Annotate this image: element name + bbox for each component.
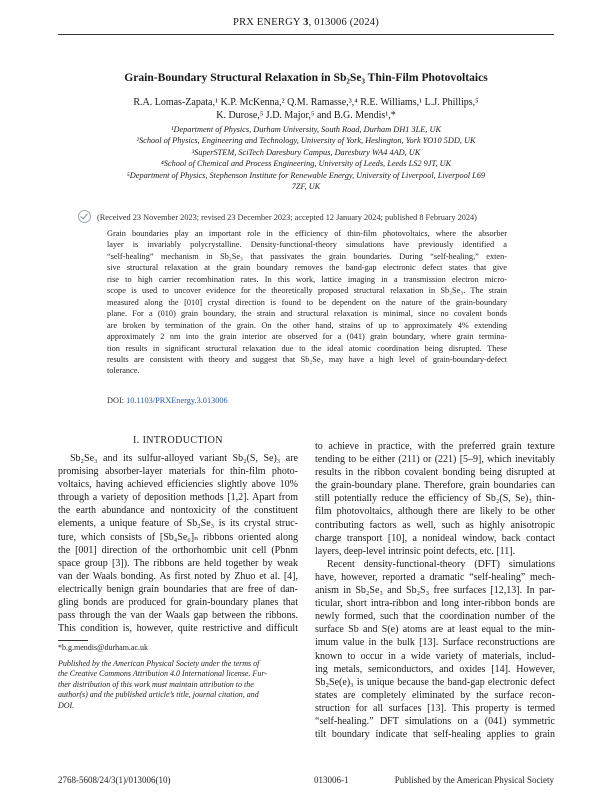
- body-line: the grain-boundary plane. Therefore, grain boundaries can: [315, 480, 555, 492]
- license-line: ther distribution of this work must maintain attribution to the: [58, 679, 254, 689]
- abstract-line: tion results in significant structural relaxation due to the ideal atomic coordination being disrupted. These: [107, 343, 507, 353]
- body-line: still potentially reduce the efficiency of Sb₂(S, Se)₃ thin-: [315, 493, 555, 505]
- body-line: surface Sb and S(e) atoms are at least equal to the min-: [315, 624, 555, 636]
- body-line: layers, deep-level intrinsic point defects, etc. [11].: [315, 545, 516, 557]
- body-line: charge transport [10], a nonideal window, back contact: [315, 532, 555, 544]
- publication-dates: [78, 210, 548, 223]
- abstract-line: measured along the [010] crystal direction is found to be dependent on the nature of the grain-boundary: [107, 297, 507, 307]
- paper-title: Grain-Boundary Structural Relaxation in Sb₂Se₃ Thin-Film Photovoltaics: [124, 71, 488, 84]
- body-line: tending to be either (211) or (221) [5–9], which inevitably: [315, 454, 555, 466]
- author-line-1: R.A. Lomas-Zapata,¹ K.P. McKenna,² Q.M. Ramasse,³,⁴ R.E. Williams,¹ L.J. Phillips,⁵: [133, 97, 479, 108]
- body-line: elements, a unique feature of Sb₂Se₃ is its crystal struc-: [58, 518, 298, 530]
- dates-text: (Received 23 November 2023; revised 23 December 2023; accepted 12 January 2024; published 8 February 2024): [97, 213, 477, 222]
- doi-link[interactable]: 10.1103/PRXEnergy.3.013006: [126, 396, 228, 405]
- abstract-line: layer is invariably polycrystalline. Density-functional-theory simulations have previously identified a: [107, 240, 507, 250]
- section-heading: I. INTRODUCTION: [133, 435, 223, 446]
- left-column: [58, 452, 298, 635]
- author-list: [80, 96, 532, 123]
- body-line: the [001] direction of the orthorhombic unit cell (Pbnm: [58, 544, 298, 556]
- issn-code: 2768-5608/24/3(1)/013006(10): [58, 775, 171, 785]
- affiliation: ²School of Physics, Engineering and Technology, University of York, Heslington, York YO10 5DD, UK: [136, 136, 476, 146]
- license-line: author(s) and the published article’s title, journal citation, and: [58, 690, 259, 700]
- body-line: results in the ribbon covalent bonding being disrupted at: [315, 467, 555, 479]
- body-line: Sb₂Se(e)₃ is unique because the band-gap electronic defect: [315, 676, 555, 688]
- footnote-rule: [58, 640, 88, 641]
- body-line: electrically benign grain boundaries that are free of dan-: [58, 583, 298, 595]
- body-line: states are completely eliminated by the surface recon-: [315, 689, 555, 701]
- right-column: [315, 440, 555, 741]
- abstract: [107, 228, 507, 377]
- corresponding-email[interactable]: *b.g.mendis@durham.ac.uk: [58, 643, 149, 652]
- footnotes: [58, 643, 298, 712]
- abstract-line: plane. For a (010) grain boundary, the strain and structural relaxation is minimal, since no covalent bonds: [107, 309, 507, 319]
- article-number: , 013006 (2024): [308, 17, 379, 28]
- license-line: the Creative Commons Attribution 4.0 International license. Fur-: [58, 669, 267, 679]
- affiliation: ⁴School of Chemical and Process Engineering, University of Leeds, Leeds LS2 9JT, UK: [160, 159, 452, 169]
- affiliation: ⁵Department of Physics, Stephenson Institute for Renewable Energy, University of Liverpool, Liverpool L69: [126, 170, 486, 180]
- body-line: known to occur in a wide variety of materials, includ-: [315, 650, 555, 662]
- body-line: Recent density-functional-theory (DFT) simulations: [327, 558, 555, 570]
- abstract-line: sive structural relaxation at the grain boundary removes the band-gap electronic defect states that give: [107, 263, 507, 273]
- license-line: DOI.: [58, 700, 75, 710]
- check-for-updates-icon[interactable]: [78, 210, 91, 223]
- journal-name: PRX ENERGY: [233, 17, 301, 28]
- body-line: anism in Sb₂Se₃ and Sb₂S₃ free surfaces [12,13]. In par-: [315, 585, 555, 597]
- journal-volume: 3: [303, 17, 309, 28]
- page-number: 013006-1: [314, 775, 349, 785]
- body-line: pass through the van der Waals gap between the ribbons.: [58, 610, 298, 622]
- body-line: to achieve in practice, with the preferred grain texture: [315, 441, 555, 452]
- abstract-line: are broken by termination of the grain. On the other hand, strains of up to approximately 4% extending: [107, 320, 507, 330]
- body-line: film photovoltaics, although there are likely to be other: [315, 506, 555, 518]
- body-line: gling bonds are produced for grain-boundary planes that: [58, 597, 298, 609]
- doi: [107, 396, 228, 405]
- body-line: This condition is, however, quite restrictive and difficult: [58, 623, 298, 635]
- abstract-line: Grain boundaries play an important role in the efficiency of thin-film photovoltaics, where the absorber: [107, 229, 507, 238]
- abstract-line: tolerance.: [107, 366, 140, 376]
- body-line: through a variety of deposition methods [1,2]. Apart from: [58, 492, 298, 504]
- affiliation: 7ZF, UK: [291, 182, 321, 192]
- body-line: space group [3]). The ribbons are held together by weak: [58, 557, 298, 569]
- publisher-note: Published by the American Physical Society: [394, 775, 554, 785]
- body-line: “self-healing.” DFT simulations on a (041) symmetric: [315, 715, 555, 727]
- body-line: newly formed, such that the coordination number of the: [315, 611, 555, 623]
- body-line: imum value in the bulk [13]. Surface reconstructions are: [315, 637, 555, 649]
- license-line: Published by the American Physical Society under the terms of: [58, 658, 260, 668]
- abstract-line: rise to high carrier recombination rates. In this work, lattice imaging in a transmission electron micro-: [107, 274, 507, 284]
- abstract-line: results are consistent with theory and suggest that Sb₂Se₃ may have a high level of grain-boundary-defect: [107, 354, 507, 364]
- body-line: promising absorber-layer materials for thin-film photo-: [58, 466, 298, 478]
- running-header: [0, 17, 612, 28]
- body-line: have, however, reported a dramatic “self-healing” mech-: [315, 571, 555, 583]
- author-line-2: K. Durose,⁵ J.D. Major,⁵ and B.G. Mendis¹,*: [216, 110, 396, 122]
- body-line: the earth abundance and nontoxicity of the constituent: [58, 505, 298, 517]
- body-line: contributing factors as well, such as highly anisotropic: [315, 519, 555, 531]
- body-line: ing metals, semiconductors, and oxides [14]. However,: [315, 663, 555, 675]
- doi-label: DOI:: [107, 396, 127, 405]
- abstract-line: “self-healing” mechanism in Sb₂Se₃ that passivates the grain boundaries. During “self-healing,” exten-: [107, 251, 507, 261]
- body-line: tilt boundary indicate that self-healing applies to grain: [315, 729, 555, 741]
- affiliations: [60, 124, 552, 192]
- affiliation: ³SuperSTEM, SciTech Daresbury Campus, Daresbury WA4 4AD, UK: [191, 147, 421, 157]
- body-line: struction for all surfaces [13]. This property is termed: [315, 702, 555, 714]
- affiliation: ¹Department of Physics, Durham University, South Road, Durham DH1 3LE, UK: [171, 125, 441, 134]
- body-line: Sb₂Se₃ and its sulfur-alloyed variant Sb₂(S, Se)₃ are: [70, 453, 298, 464]
- body-line: van der Waals bonding. As first noted by Zhuo et al. [4],: [58, 570, 298, 582]
- header-rule: [58, 34, 554, 35]
- body-line: ticular, short intra-ribbon and long inter-ribbon bonds are: [315, 598, 555, 610]
- body-line: voltaics, having achieved efficiencies slightly above 10%: [58, 479, 298, 491]
- abstract-line: approximately 2 nm into the grain interior are observed for a (041) grain boundary, where grain termina-: [107, 332, 507, 342]
- abstract-line: scope is used to uncover evidence for the theoretically proposed structural relaxation in Sb₂Se₃. The strain: [107, 286, 507, 296]
- body-line: ture, which consists of [Sb₄Se₆]ₙ ribbons oriented along: [58, 531, 298, 543]
